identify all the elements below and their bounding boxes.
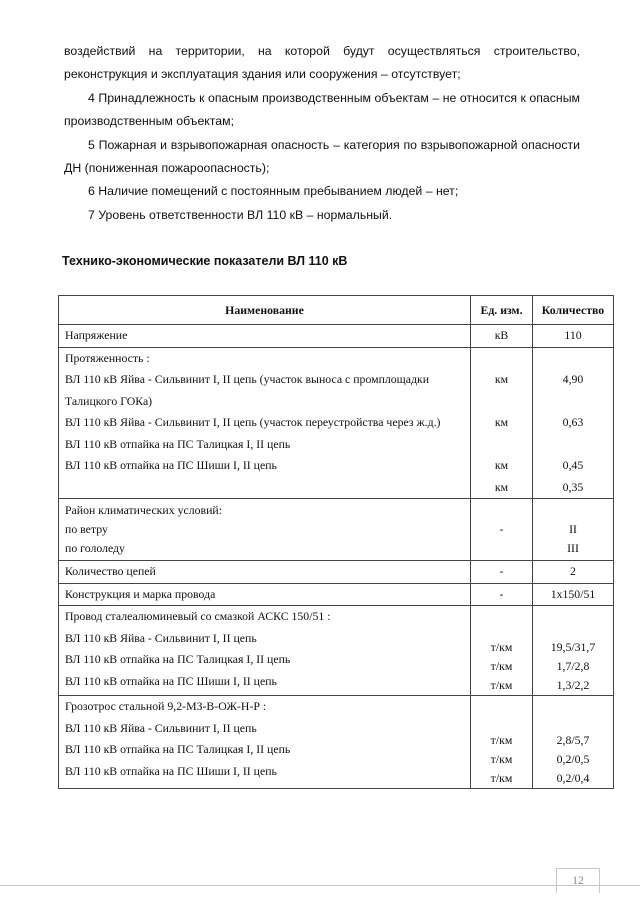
table-row-circuits xyxy=(59,561,614,584)
circuits-qty: 2 xyxy=(533,561,614,584)
ground-wire-names xyxy=(59,696,471,789)
climate-ice-qty: III xyxy=(567,541,579,555)
ground-wire-item-1-name: ВЛ 110 кВ Яйва - Сильвинит I, II цепь xyxy=(65,720,257,735)
wire-item-2-qty: 1,7/2,8 xyxy=(556,659,590,673)
voltage-qty: 110 xyxy=(533,325,614,348)
intro-paragraph-5: 7 Уровень ответственности ВЛ 110 кВ – нормальный. xyxy=(88,207,393,222)
climate-names xyxy=(59,499,471,561)
length-item-3-unit: км xyxy=(494,458,509,472)
voltage-name: Напряжение xyxy=(59,325,471,348)
wire-item-3-name: ВЛ 110 кВ отпайка на ПС Шиши I, II цепь xyxy=(65,673,277,688)
ground-wire-units xyxy=(471,696,533,789)
wire-qtys xyxy=(533,606,614,696)
intro-text xyxy=(64,40,580,227)
ground-wire-item-2-name: ВЛ 110 кВ отпайка на ПС Талицкая I, II цепь xyxy=(65,742,291,756)
length-item-3-name: ВЛ 110 кВ отпайка на ПС Талицкая I, II цепь xyxy=(65,436,291,451)
length-item-4-name: ВЛ 110 кВ отпайка на ПС Шиши I, II цепь xyxy=(65,458,277,472)
wire-title: Провод сталеалюминевый со смазкой АСКС 150/51 : xyxy=(65,609,331,623)
length-names xyxy=(59,347,471,499)
spec-table xyxy=(58,295,614,789)
length-item-1-qty: 4,90 xyxy=(562,372,584,386)
length-item-2-unit: км xyxy=(494,415,509,429)
ground-wire-title: Грозотрос стальной 9,2-МЗ-В-ОЖ-Н-Р : xyxy=(65,699,267,713)
length-item-1-name: ВЛ 110 кВ Яйва - Сильвинит I, II цепь (участок выноса с промплощадки Талицкого ГОКа) xyxy=(65,372,430,408)
wire-names xyxy=(59,606,471,696)
table-row-voltage xyxy=(59,325,614,348)
wire-item-3-unit: т/км xyxy=(490,678,513,692)
header-unit: Ед. изм. xyxy=(471,296,533,325)
construction-unit: - xyxy=(471,583,533,606)
length-qtys xyxy=(533,347,614,499)
ground-wire-item-3-name: ВЛ 110 кВ отпайка на ПС Шиши I, II цепь xyxy=(65,763,277,778)
table-row-wire xyxy=(59,606,614,696)
table-row-construction xyxy=(59,583,614,606)
length-item-3-qty: 0,45 xyxy=(562,458,584,472)
intro-paragraph-2: 4 Принадлежность к опасным производственным объектам – не относится к опасным производственным объектам; xyxy=(64,90,580,129)
climate-ice: по гололеду xyxy=(65,541,125,555)
wire-item-2-unit: т/км xyxy=(490,659,513,673)
page-number: 12 xyxy=(556,868,600,893)
table-row-climate xyxy=(59,499,614,561)
construction-qty: 1х150/51 xyxy=(533,583,614,606)
climate-title: Район климатических условий: xyxy=(65,503,222,517)
ground-wire-item-1-unit: т/км xyxy=(490,733,513,747)
construction-name: Конструкция и марка провода xyxy=(59,583,471,606)
ground-wire-item-2-unit: т/км xyxy=(490,752,513,766)
header-qty: Количество xyxy=(533,296,614,325)
intro-paragraph-4: 6 Наличие помещений с постоянным пребыванием людей – нет; xyxy=(88,184,459,199)
wire-item-3-qty: 1,3/2,2 xyxy=(556,678,590,692)
climate-qtys xyxy=(533,499,614,561)
wire-units xyxy=(471,606,533,696)
voltage-unit: кВ xyxy=(471,325,533,348)
header-name: Наименование xyxy=(59,296,471,325)
section-title: Технико-экономические показатели ВЛ 110 кВ xyxy=(62,254,348,268)
ground-wire-item-3-qty: 0,2/0,4 xyxy=(556,771,590,785)
climate-unit: - xyxy=(499,522,504,536)
ground-wire-item-1-qty: 2,8/5,7 xyxy=(556,733,590,747)
intro-paragraph-3: 5 Пожарная и взрывопожарная опасность – категория по взрывопожарной опасности ДН (пониженная пожароопасность); xyxy=(64,137,580,176)
length-title: Протяженность : xyxy=(65,350,150,365)
length-units xyxy=(471,347,533,499)
table-header-row xyxy=(59,296,614,325)
table-row-length xyxy=(59,347,614,499)
length-item-4-unit: км xyxy=(494,479,509,494)
ground-wire-item-3-unit: т/км xyxy=(490,771,513,785)
climate-wind: по ветру xyxy=(65,522,108,536)
intro-paragraph-1: воздействий на территории, на которой будут осуществляться строительство, реконструкция и эксплуатация здания или сооружения – отсутствует; xyxy=(64,44,580,82)
wire-item-1-qty: 19,5/31,7 xyxy=(550,640,596,654)
length-item-2-qty: 0,63 xyxy=(562,415,584,429)
climate-wind-qty: II xyxy=(569,522,577,536)
length-item-2-name: ВЛ 110 кВ Яйва - Сильвинит I, II цепь (участок переустройства через ж.д.) xyxy=(65,415,441,429)
circuits-unit: - xyxy=(471,561,533,584)
wire-item-1-name: ВЛ 110 кВ Яйва - Сильвинит I, II цепь xyxy=(65,630,257,645)
table-row-ground-wire xyxy=(59,696,614,789)
wire-item-2-name: ВЛ 110 кВ отпайка на ПС Талицкая I, II цепь xyxy=(65,652,291,666)
length-item-4-qty: 0,35 xyxy=(562,479,584,494)
wire-item-1-unit: т/км xyxy=(490,640,513,654)
footer-rule xyxy=(0,885,640,886)
circuits-name: Количество цепей xyxy=(59,561,471,584)
length-item-1-unit: км xyxy=(494,372,509,386)
ground-wire-qtys xyxy=(533,696,614,789)
ground-wire-item-2-qty: 0,2/0,5 xyxy=(556,752,590,766)
climate-unit-cell xyxy=(471,499,533,561)
